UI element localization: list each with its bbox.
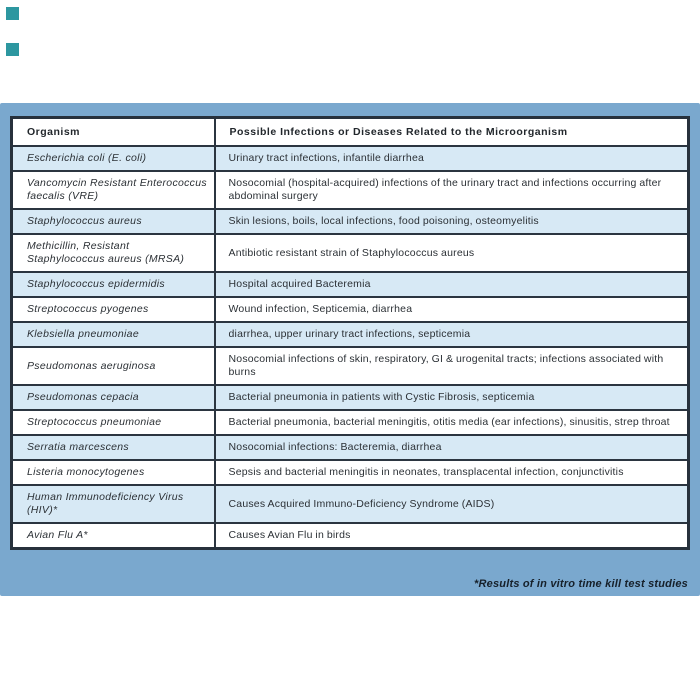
organism-cell: Human Immunodeficiency Virus (HIV)* [12, 485, 215, 523]
info-panel [0, 103, 700, 596]
footnote: *Results of in vitro time kill test studies [474, 578, 688, 590]
organism-cell: Staphylococcus epidermidis [12, 272, 215, 297]
organism-cell: Vancomycin Resistant Enterococcus faecalis (VRE) [12, 171, 215, 209]
table-row [12, 523, 689, 549]
organism-cell: Streptococcus pyogenes [12, 297, 215, 322]
diseases-cell: Nosocomial infections of skin, respiratory, GI & urogenital tracts; infections associated with burns [215, 347, 689, 385]
teal-square-marker-bottom [6, 43, 19, 56]
table-row [12, 410, 689, 435]
table-row [12, 460, 689, 485]
diseases-cell: Urinary tract infections, infantile diarrhea [215, 146, 689, 171]
organism-cell: Pseudomonas aeruginosa [12, 347, 215, 385]
diseases-cell: Causes Acquired Immuno-Deficiency Syndrome (AIDS) [215, 485, 689, 523]
diseases-cell: Skin lesions, boils, local infections, food poisoning, osteomyelitis [215, 209, 689, 234]
organism-cell: Escherichia coli (E. coli) [12, 146, 215, 171]
diseases-cell: diarrhea, upper urinary tract infections, septicemia [215, 322, 689, 347]
organism-diseases-table [10, 116, 690, 550]
table-row [12, 485, 689, 523]
diseases-cell: Bacterial pneumonia in patients with Cystic Fibrosis, septicemia [215, 385, 689, 410]
column-header-organism: Organism [12, 118, 215, 147]
diseases-cell: Wound infection, Septicemia, diarrhea [215, 297, 689, 322]
diseases-cell: Nosocomial infections: Bacteremia, diarrhea [215, 435, 689, 460]
table-row [12, 347, 689, 385]
column-header-infections: Possible Infections or Diseases Related to the Microorganism [215, 118, 689, 147]
table-row [12, 272, 689, 297]
organism-cell: Pseudomonas cepacia [12, 385, 215, 410]
organism-cell: Klebsiella pneumoniae [12, 322, 215, 347]
table-row [12, 234, 689, 272]
table-row [12, 171, 689, 209]
organism-cell: Serratia marcescens [12, 435, 215, 460]
diseases-cell: Causes Avian Flu in birds [215, 523, 689, 549]
table-row [12, 322, 689, 347]
table-row [12, 435, 689, 460]
organism-cell: Staphylococcus aureus [12, 209, 215, 234]
table-row [12, 297, 689, 322]
organism-cell: Streptococcus pneumoniae [12, 410, 215, 435]
diseases-cell: Sepsis and bacterial meningitis in neonates, transplacental infection, conjunctivitis [215, 460, 689, 485]
table-row [12, 385, 689, 410]
table-header-row [12, 118, 689, 147]
diseases-cell: Nosocomial (hospital-acquired) infections of the urinary tract and infections occurring after abdominal surgery [215, 171, 689, 209]
table-row [12, 209, 689, 234]
teal-square-marker-top [6, 7, 19, 20]
diseases-cell: Antibiotic resistant strain of Staphylococcus aureus [215, 234, 689, 272]
table-row [12, 146, 689, 171]
diseases-cell: Hospital acquired Bacteremia [215, 272, 689, 297]
organism-cell: Avian Flu A* [12, 523, 215, 549]
organism-cell: Methicillin, Resistant Staphylococcus aureus (MRSA) [12, 234, 215, 272]
organism-cell: Listeria monocytogenes [12, 460, 215, 485]
diseases-cell: Bacterial pneumonia, bacterial meningitis, otitis media (ear infections), sinusitis, strep throat [215, 410, 689, 435]
table-body [12, 146, 689, 549]
